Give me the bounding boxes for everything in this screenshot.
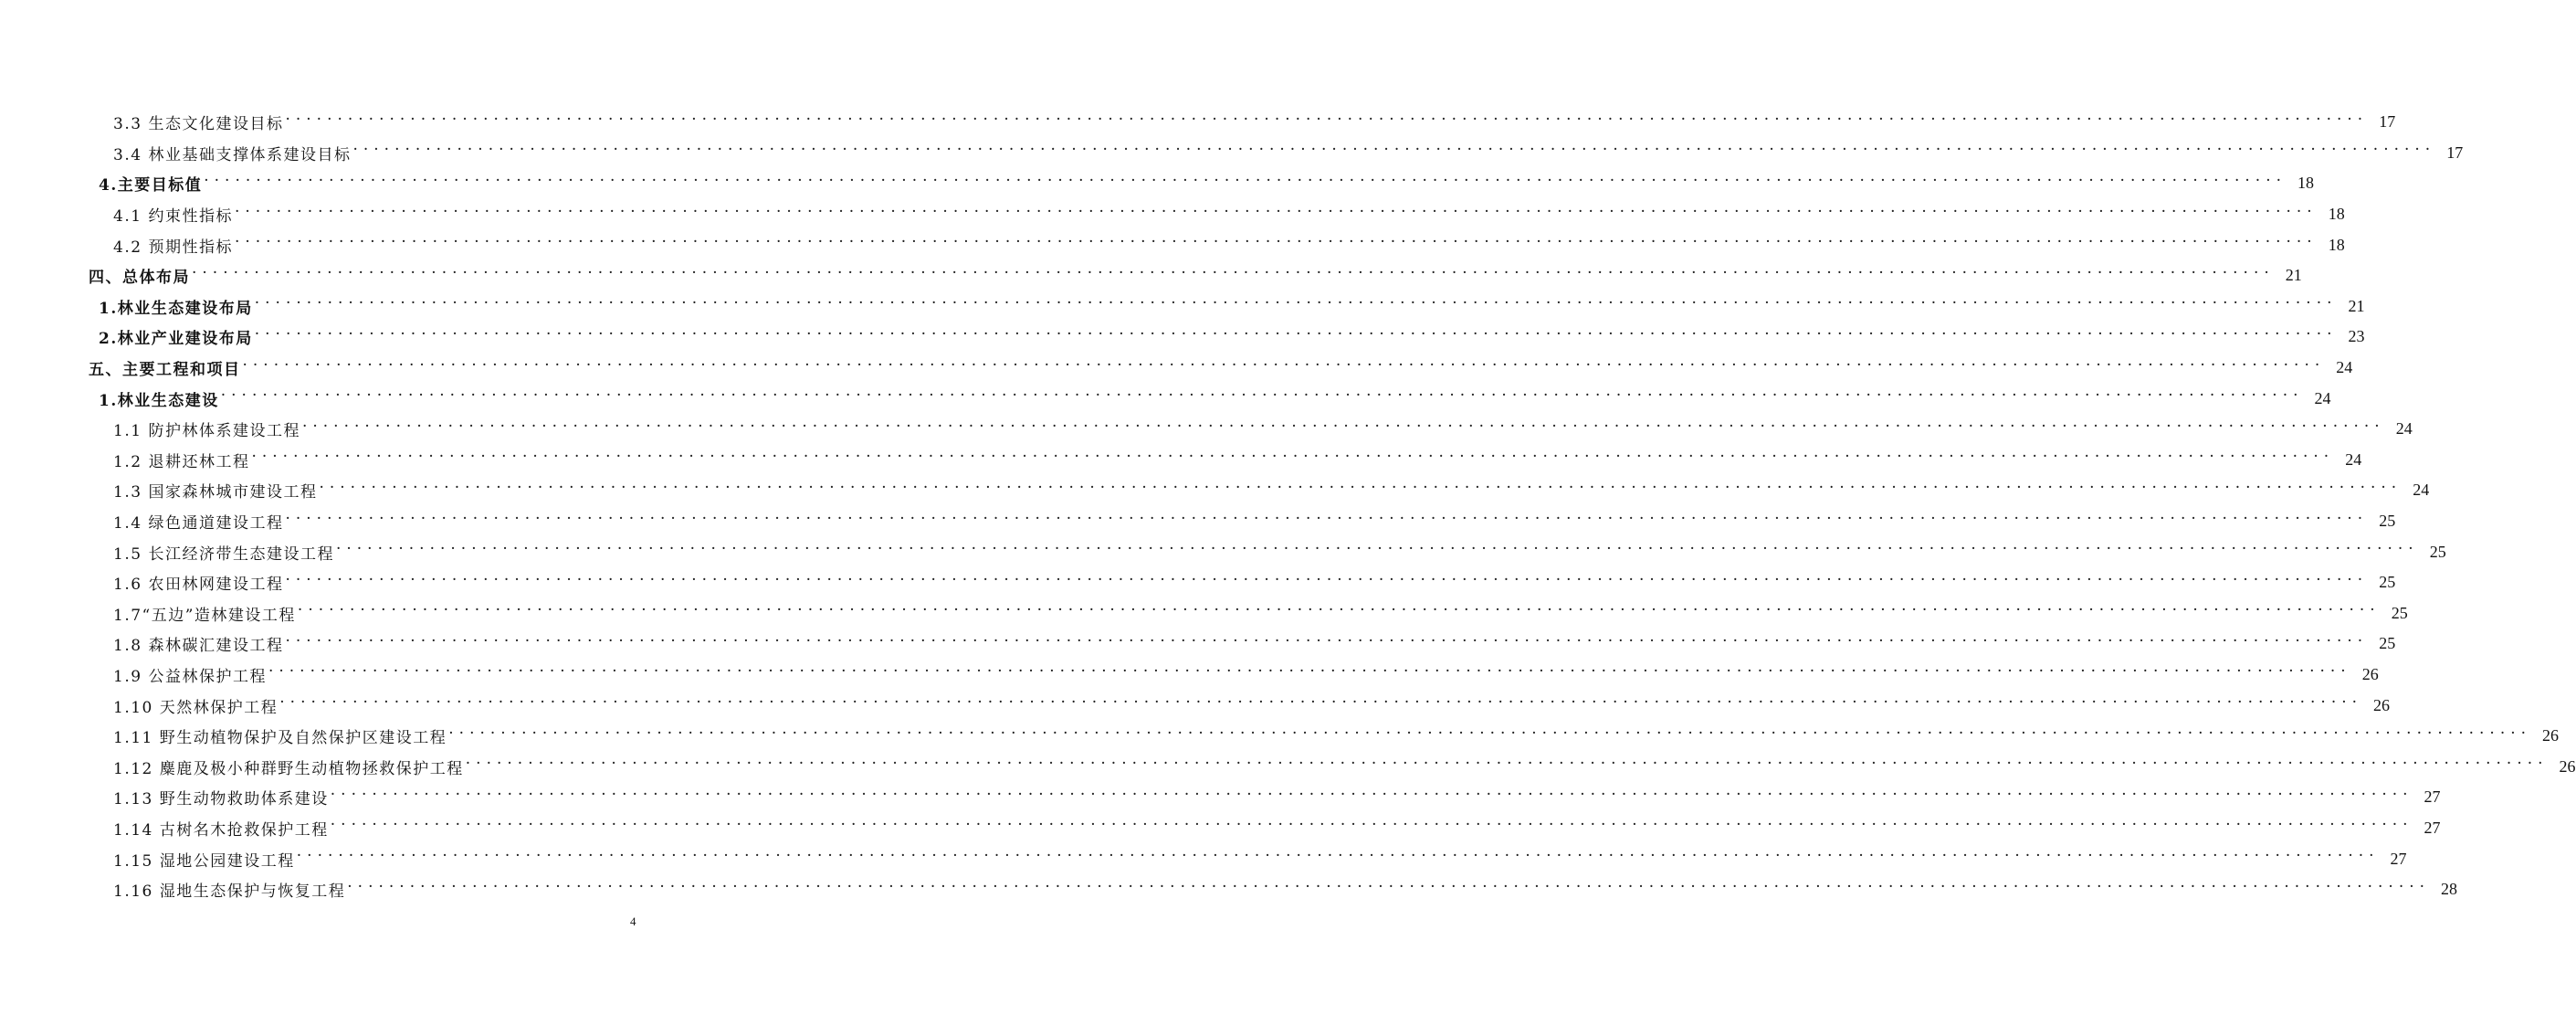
toc-entry-title: 1.13 野生动物救助体系建设 [113,790,329,809]
toc-dot-leader: ········································································································································································································ [335,540,2419,559]
toc-entry-title: 1.7“五边”造林建设工程 [113,606,296,625]
toc-dot-leader: ········································································································································································································ [352,141,2436,160]
toc-entry-title: 1.8 森林碳汇建设工程 [113,637,284,656]
toc-entry-page: 24 [2345,449,2362,469]
toc-entry-title: 4.1 约束性指标 [113,207,233,227]
toc-entry-title: 4.2 预期性指标 [113,238,233,257]
toc-dot-leader: ········································································································································································································ [297,601,2381,620]
toc-entry-page: 25 [2379,512,2396,531]
toc-entry[interactable] [0,629,2396,660]
toc-entry[interactable] [0,506,2396,537]
toc-dot-leader: ········································································································································································································ [220,386,2304,406]
toc-dot-leader: ········································································································································································································ [285,110,2369,129]
toc-entry-title: 1.11 野生动植物保护及自然保护区建设工程 [113,729,447,748]
toc-entry-page: 23 [2348,327,2365,346]
toc-entry[interactable] [0,107,2396,138]
toc-entry[interactable] [0,690,2391,721]
toc-dot-leader: ········································································································································································································ [242,355,2326,375]
toc-entry[interactable] [0,291,2365,322]
toc-dot-leader: ········································································································································································································ [285,631,2369,650]
toc-entry-title: 1.2 退耕还林工程 [113,452,250,471]
toc-dot-leader: ········································································································································································································ [279,693,2363,713]
toc-entry[interactable] [0,567,2396,598]
toc-entry-title: 1.9 公益林保护工程 [113,667,267,686]
toc-entry-page: 27 [2390,849,2407,868]
toc-entry[interactable] [0,229,2345,260]
toc-dot-leader: ········································································································································································································ [330,816,2413,835]
toc-entry[interactable] [0,874,2458,905]
toc-entry-page: 18 [2297,174,2315,193]
toc-entry[interactable] [0,138,2464,169]
toc-entry[interactable] [0,383,2331,414]
toc-dot-leader: ········································································································································································································ [319,478,2403,497]
toc-entry-page: 25 [2391,603,2408,622]
toc-entry-title: 3.3 生态文化建设目标 [113,115,284,134]
toc-entry-page: 26 [2373,695,2391,714]
table-of-contents [0,107,2576,904]
toc-dot-leader: ········································································································································································································ [448,724,2532,743]
toc-dot-leader: ········································································································································································································ [192,263,2275,282]
toc-entry-page: 25 [2429,542,2446,561]
toc-entry[interactable] [0,843,2407,874]
toc-entry-page: 26 [2542,726,2560,745]
toc-entry-title: 3.4 林业基础支撑体系建设目标 [113,145,352,164]
toc-entry[interactable] [0,598,2408,629]
toc-entry-title: 1.16 湿地生态保护与恢复工程 [113,882,346,902]
toc-dot-leader: ········································································································································································································ [285,509,2369,528]
toc-entry-title: 五、主要工程和项目 [89,361,241,380]
toc-dot-leader: ········································································································································································································ [254,324,2338,343]
toc-entry[interactable] [0,414,2413,445]
toc-entry[interactable] [0,199,2345,230]
toc-entry-title: 4.主要目标值 [99,176,203,195]
toc-dot-leader: ········································································································································································································ [465,755,2549,774]
toc-entry-title: 四、总体布局 [89,269,190,288]
toc-entry-page: 17 [2446,143,2464,162]
toc-entry-page: 25 [2379,573,2396,592]
toc-dot-leader: ········································································································································································································ [285,570,2369,589]
toc-entry[interactable] [0,660,2379,691]
toc-dot-leader: ········································································································································································································ [251,448,2335,467]
toc-entry-page: 17 [2379,112,2396,132]
toc-entry-page: 21 [2348,296,2365,315]
toc-entry[interactable] [0,813,2441,844]
toc-dot-leader: ········································································································································································································ [296,847,2380,866]
toc-entry[interactable] [0,721,2560,752]
toc-entry-title: 1.林业生态建设 [99,391,219,410]
toc-entry[interactable] [0,782,2441,813]
toc-dot-leader: ········································································································································································································ [234,202,2318,221]
toc-entry-page: 24 [2336,358,2353,377]
toc-entry-title: 1.14 古树名木抢救保护工程 [113,820,329,840]
toc-entry-title: 1.3 国家森林城市建设工程 [113,483,318,502]
toc-dot-leader: ········································································································································································································ [330,785,2413,804]
toc-dot-leader: ········································································································································································································ [204,171,2287,190]
toc-entry-title: 1.1 防护林体系建设工程 [113,422,300,441]
toc-entry-page: 28 [2441,880,2458,899]
toc-entry-page: 25 [2379,634,2396,653]
page-number: 4 [630,914,636,928]
toc-entry-title: 1.林业生态建设布局 [99,299,253,318]
toc-entry-page: 24 [2314,388,2331,407]
toc-entry-page: 21 [2285,266,2302,285]
toc-entry-title: 1.10 天然林保护工程 [113,698,279,717]
toc-entry[interactable] [0,751,2576,782]
toc-entry-page: 27 [2424,787,2441,807]
toc-entry-title: 1.4 绿色通道建设工程 [113,514,284,534]
toc-entry-page: 18 [2328,235,2345,254]
toc-entry-title: 1.12 麋鹿及极小种群野生动植物拯救保护工程 [113,759,464,778]
toc-entry-page: 24 [2395,419,2413,439]
toc-dot-leader: ········································································································································································································ [301,417,2385,436]
toc-entry-title: 1.6 农田林网建设工程 [113,576,284,595]
toc-entry[interactable] [0,475,2430,506]
toc-dot-leader: ········································································································································································································ [234,233,2318,252]
toc-entry-title: 1.15 湿地公园建设工程 [113,851,295,871]
toc-entry[interactable] [0,353,2353,384]
toc-entry[interactable] [0,260,2302,291]
toc-entry-page: 27 [2424,818,2441,837]
toc-entry-page: 26 [2559,756,2576,776]
toc-entry-page: 26 [2361,664,2379,683]
toc-entry[interactable] [0,445,2362,476]
toc-dot-leader: ········································································································································································································ [347,877,2431,896]
toc-entry[interactable] [0,322,2365,353]
toc-entry[interactable] [0,168,2315,199]
toc-dot-leader: ········································································································································································································ [268,662,2351,682]
toc-entry-title: 2.林业产业建设布局 [99,330,253,349]
toc-entry-page: 24 [2413,481,2430,500]
toc-entry[interactable] [0,536,2446,567]
toc-dot-leader: ········································································································································································································ [254,294,2338,313]
toc-entry-page: 18 [2328,205,2345,224]
toc-entry-title: 1.5 长江经济带生态建设工程 [113,544,334,564]
